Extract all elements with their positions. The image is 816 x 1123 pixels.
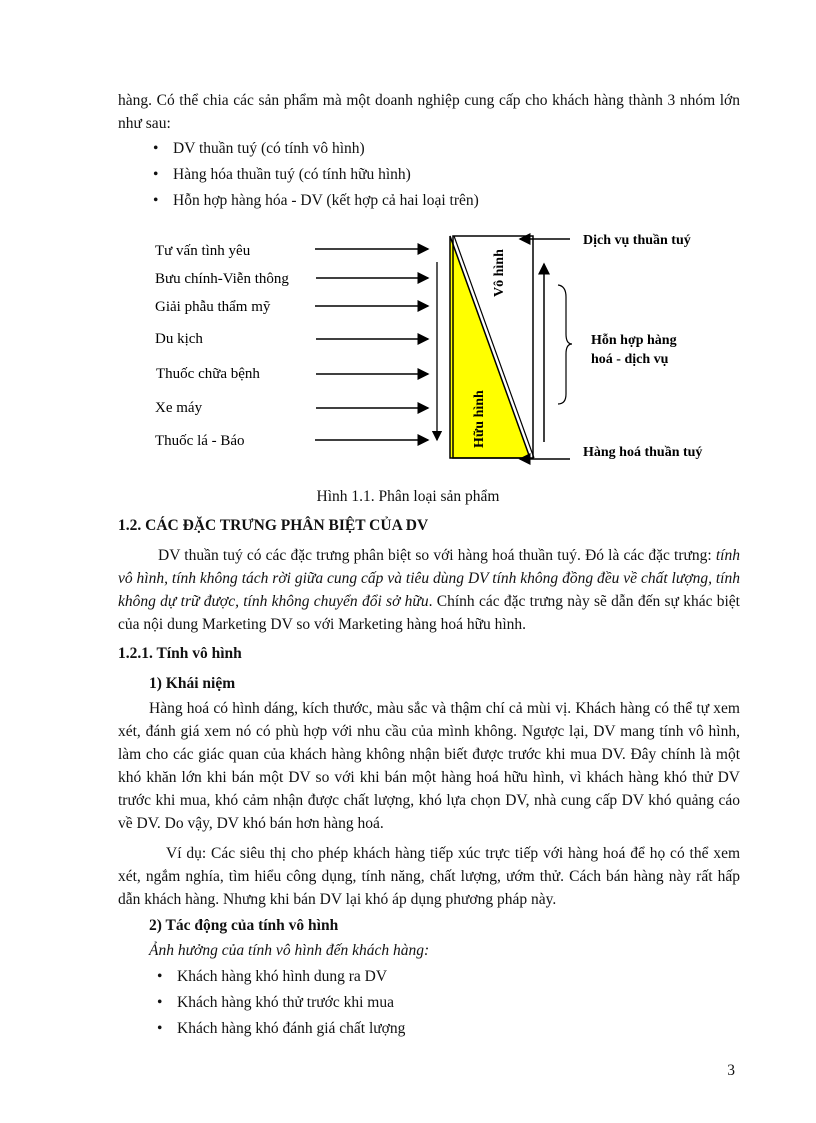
bullet-item: • DV thuần tuý (có tính vô hình) <box>153 136 740 162</box>
item-heading: 2) Tác động của tính vô hình <box>149 917 339 934</box>
tangible-label: Hữu hình <box>472 390 487 448</box>
item-heading: 1) Khái niệm <box>149 675 236 692</box>
figure-caption: Hình 1.1. Phân loại sản phẩm <box>316 488 500 505</box>
bullet-item: • Khách hàng khó hình dung ra DV <box>157 964 740 990</box>
subsection-heading: 1.2.1. Tính vô hình <box>118 645 242 662</box>
figure-item: Du kịch <box>155 331 203 347</box>
product-classification-figure <box>0 214 816 482</box>
bullet-item: • Khách hàng khó thử trước khi mua <box>157 990 740 1016</box>
item-subheading: Ảnh hưởng của tính vô hình đến khách hàng: <box>149 942 430 959</box>
figure-item: Giải phẫu thẩm mỹ <box>155 299 271 315</box>
bullet-item: • Khách hàng khó đánh giá chất lượng <box>157 1016 740 1042</box>
figure-item: Tư vấn tình yêu <box>155 243 251 259</box>
pure-goods-label: Hàng hoá thuần tuý <box>583 445 703 460</box>
paragraph: Hàng hoá có hình dáng, kích thước, màu sắc và thậm chí cả mùi vị. Khách hàng có thể tự xem xét, đánh giá xem nó có phù hợp với nhu cầu của mình không. Ngược lại, DV mang tính vô hình, làm cho các giác quan của khách hàng không nhận biết được trước khi mua DV. Đây chính là một khó khăn lớn khi bán một DV so với khi bán một hàng hoá hữu hình, vì khách hàng khó thử DV trước khi mua, khó cảm nhận được chất lượng, khó lựa chọn DV, nhà cung cấp DV khó quảng cáo về DV. Do vậy, DV khó bán hơn hàng hoá. <box>118 700 740 832</box>
figure-item: Thuốc lá - Báo <box>155 433 245 449</box>
page-number: 3 <box>727 1062 735 1079</box>
bullet-item: • Hàng hóa thuần tuý (có tính hữu hình) <box>153 162 740 188</box>
tangible-triangle <box>450 236 530 458</box>
figure-item: Xe máy <box>155 400 203 416</box>
mixed-label: Hỗn hợp hàng <box>591 333 677 348</box>
intangible-label: Vô hình <box>492 249 507 297</box>
item-arrows <box>315 249 428 440</box>
paragraph: DV thuần tuý có các đặc trưng phân biệt so với hàng hoá thuần tuý. Đó là các đặc trưng: tính vô hình, tính không tách rời giữa cung cấp và tiêu dùng DV tính không đồng đều về chất lượng, tính không dự trữ được, tính không chuyển đổi sở hữu. Chính các đặc trưng này sẽ dẫn đến sự khác biệt của nội dung Marketing DV so với Marketing hàng hoá hữu hình. <box>118 547 740 633</box>
figure-item: Thuốc chữa bệnh <box>156 366 260 382</box>
bullet-item: • Hỗn hợp hàng hóa - DV (kết hợp cả hai loại trên) <box>153 188 740 214</box>
section-heading: 1.2. CÁC ĐẶC TRƯNG PHÂN BIỆT CỦA DV <box>118 517 429 534</box>
page-body <box>118 0 740 1082</box>
figure-item: Bưu chính-Viễn thông <box>155 271 289 287</box>
intro-bullet-list <box>153 136 740 214</box>
paragraph: Ví dụ: Các siêu thị cho phép khách hàng tiếp xúc trực tiếp với hàng hoá để họ có thể xem xét, ngắm nghía, tìm hiểu công dụng, tính năng, chất lượng, ướm thử. Cách bán hàng này rất hấp dẫn khách hàng. Nhưng khi bán DV lại khó áp dụng phương pháp này. <box>118 845 740 908</box>
brace <box>558 285 572 404</box>
pure-service-label: Dịch vụ thuần tuý <box>583 233 691 248</box>
impact-bullet-list <box>157 964 740 1042</box>
figure-container <box>0 214 816 482</box>
mixed-label: hoá - dịch vụ <box>591 352 669 367</box>
intro-paragraph: hàng. Có thể chia các sản phẩm mà một doanh nghiệp cung cấp cho khách hàng thành 3 nhóm lớn như sau: <box>118 92 740 132</box>
